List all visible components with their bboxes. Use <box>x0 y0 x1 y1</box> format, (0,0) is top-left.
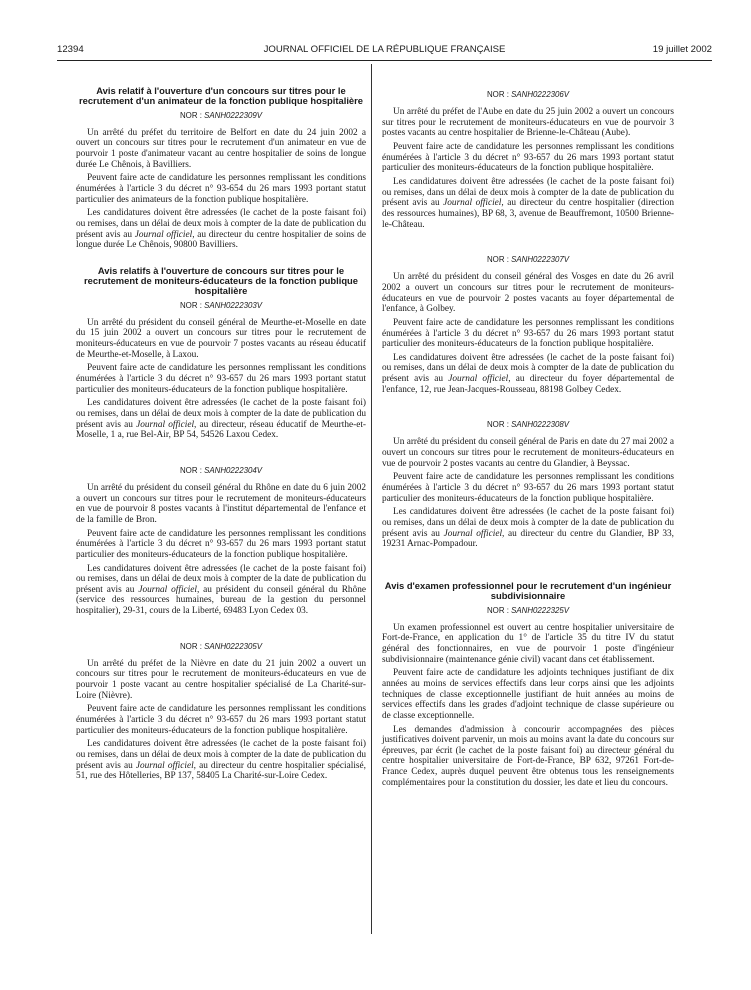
notice-paragraph: Les candidatures doivent être adressées (le cachet de la poste faisant foi) ou remises, dans un délai de deux mois à compter de la date de publication du présent avis au Journal officiel, au directeur du centre du Glandier, BP 33, 19231 Arnac-Pompadour. <box>382 507 675 550</box>
nor-label: NOR : <box>486 255 509 265</box>
notice-paragraph: Les candidatures doivent être adressées (le cachet de la poste faisant foi) ou remises, dans un délai de deux mois à compter de la date de publication du présent avis au Journal officiel, au président du conseil général du Rhône (service des ressources humaines, bureau de la gestion du personnel hospitalier), 29-31, cours de la Liberté, 69483 Lyon Cedex 03. <box>76 563 366 617</box>
header-rule <box>57 60 712 61</box>
notice-moniteurs-rhone <box>76 466 366 617</box>
notice-paragraph: Peuvent faire acte de candidature les personnes remplissant les conditions énumérées à l'article 3 du décret n° 93-657 du 26 mars 1993 portant statut particulier des moniteurs-éducateurs de la fonction publique hospitalière. <box>76 704 366 736</box>
notice-moniteurs-aube <box>382 90 674 230</box>
column-divider <box>371 64 372 934</box>
notice-title: Avis d'examen professionnel pour le recrutement d'un ingénieur subdivisionnaire <box>384 580 672 602</box>
journal-title: JOURNAL OFFICIEL DE LA RÉPUBLIQUE FRANÇAISE <box>263 44 506 55</box>
notice-paragraph: Un arrêté du préfet du territoire de Belfort en date du 24 juin 2002 a ouvert un concours sur titres pour le recrutement d'un animateur en vue de pourvoir 1 poste d'animateur vacant au centre hospitalier de soins de longue durée Le Chênois, à Bavilliers. <box>76 127 366 170</box>
notice-paragraph: Peuvent faire acte de candidature les personnes remplissant les conditions énumérées à l'article 3 du décret n° 93-657 du 26 mars 1993 portant statut particulier des moniteurs-éducateurs de la fonction publique hospitalière. <box>76 528 366 560</box>
notice-moniteurs-meurthe-et-moselle <box>76 266 366 441</box>
notice-paragraph: Un arrêté du président du conseil général des Vosges en date du 26 avril 2002 a ouvert un concours sur titres pour le recrutement de moniteurs-éducateurs en vue de pourvoir 2 postes vacants au foyer départemental de l'enfance, à Golbey. <box>382 272 674 315</box>
nor-reference <box>382 90 674 100</box>
notice-animateur <box>76 86 366 251</box>
notice-paragraph: Un arrêté du président du conseil général de Meurthe-et-Moselle en date du 15 juin 2002 a ouvert un concours sur titres pour le recrutement de moniteurs-éducateurs en vue de pourvoir 7 postes vacants au réseau éducatif de Meurthe-et-Moselle, à Laxou. <box>76 317 366 360</box>
notice-paragraph: Un arrêté du préfet de l'Aube en date du 25 juin 2002 a ouvert un concours sur titres pour le recrutement de moniteurs-éducateurs en vue de pourvoir 3 postes vacants au centre hospitalier de Brienne-le-Château (Aube). <box>382 107 674 139</box>
notice-paragraph: Peuvent faire acte de candidature les personnes remplissant les conditions énumérées à l'article 3 du décret n° 93-657 du 26 mars 1993 portant statut particulier des moniteurs-éducateurs de la fonction publique hospitalière. <box>76 363 366 395</box>
nor-code: SANH0222308V <box>511 420 570 430</box>
notice-paragraph: Un arrêté du président du conseil général du Rhône en date du 6 juin 2002 a ouvert un concours sur titres pour le recrutement de moniteurs-éducateurs en vue de pourvoir 8 postes vacants à l'institut départemental de l'enfance et de la famille de Bron. <box>76 482 366 525</box>
notice-paragraph: Un arrêté du président du conseil général de Paris en date du 27 mai 2002 a ouvert un concours sur titres pour le recrutement de moniteurs-éducateurs en vue de pourvoir 2 postes vacants au centre du Glandier, à Beyssac. <box>382 437 674 469</box>
issue-date: 19 juillet 2002 <box>652 44 712 55</box>
notice-paragraph: Les candidatures doivent être adressées (le cachet de la poste faisant foi) ou remises, dans un délai de deux mois à compter de la date de publication du présent avis au Journal officiel, au directeur, réseau éducatif de Meurthe-et-Moselle, 1 a, rue Bel-Air, BP 54, 54526 Laxou Cedex. <box>76 398 367 441</box>
nor-label: NOR : <box>179 465 202 475</box>
notice-paragraph: Peuvent faire acte de candidature les adjoints techniques justifiant de dix années au moins de services effectifs dans leur corps ainsi que les adjoints techniques de classe exceptionnelle justifiant de huit années au moins de services effectifs dans les grades d'adjoint technique de classe supérieure ou de classe exceptionnelle. <box>382 668 674 721</box>
notice-title: Avis relatif à l'ouverture d'un concours sur titres pour le recrutement d'un animateur de la fonction publique hospitalière <box>78 85 364 107</box>
left-column <box>76 86 366 785</box>
nor-reference <box>76 301 366 311</box>
notice-paragraph: Peuvent faire acte de candidature les personnes remplissant les conditions énumérées à l'article 3 du décret n° 93-657 du 26 mars 1993 portant statut particulier des moniteurs-éducateurs de la fonction publique hospitalière. <box>382 472 674 504</box>
nor-reference <box>76 111 366 121</box>
notice-moniteurs-nievre <box>76 642 366 782</box>
nor-label: NOR : <box>486 90 509 99</box>
notice-moniteurs-paris <box>382 420 674 550</box>
notice-paragraph: Les candidatures doivent être adressées (le cachet de la poste faisant foi) ou remises, dans un délai de deux mois à compter de la date de publication du présent avis au Journal officiel, au directeur du centre hospitalier spécialisé, 51, rue des Hôtelleries, BP 137, 58405 La Charité-sur-Loire Cedex. <box>76 739 366 782</box>
nor-code: SANH0222304V <box>204 465 263 475</box>
notice-paragraph: Un arrêté du préfet de la Nièvre en date du 21 juin 2002 a ouvert un concours sur titres pour le recrutement de moniteurs-éducateurs en vue de pourvoir 1 poste vacant au centre hospitalier spécialisé de La Charité-sur-Loire (Nièvre). <box>76 658 366 701</box>
nor-code: SANH0222303V <box>204 300 263 310</box>
nor-label: NOR : <box>179 641 202 651</box>
notice-paragraph: Peuvent faire acte de candidature les personnes remplissant les conditions énumérées à l'article 3 du décret n° 93-657 du 26 mars 1993 portant statut particulier des moniteurs-éducateurs de la fonction publique hospitalière. <box>382 141 674 174</box>
nor-code: SANH0222325V <box>511 605 570 615</box>
notice-title: Avis relatifs à l'ouverture de concours sur titres pour le recrutement de moniteurs-éducateurs de la fonction publique hospitalière <box>84 264 358 297</box>
nor-label: NOR : <box>486 420 509 430</box>
right-column <box>382 90 674 791</box>
notice-paragraph: Un examen professionnel est ouvert au centre hospitalier universitaire de Fort-de-France, en application du 1° de l'article 35 du titre IV du statut général des fonctionnaires, en vue de pourvoir 1 poste d'ingénieur subdivisionnaire (maintenance génie civil) vacant dans cet établissement. <box>382 622 674 665</box>
page-header <box>57 44 712 58</box>
nor-label: NOR : <box>179 110 202 120</box>
notice-paragraph: Les candidatures doivent être adressées (le cachet de la poste faisant foi) ou remises, dans un délai de deux mois à compter de la date de publication du présent avis au Journal officiel, au directeur du centre hospitalier (direction des ressources humaines), BP 68, 3, avenue de Beauffremont, 10500 Brienne-le-Château. <box>382 176 675 230</box>
notice-ingenieur-subdivisionnaire <box>382 581 674 788</box>
nor-reference <box>382 606 674 616</box>
notice-paragraph: Les candidatures doivent être adressées (le cachet de la poste faisant foi) ou remises, dans un délai de deux mois à compter de la date de publication du présent avis au Journal officiel, au directeur du foyer départemental de l'enfance, 12, rue Jean-Jacques-Rousseau, 88198 Golbey Cedex. <box>382 352 675 395</box>
notice-paragraph: Peuvent faire acte de candidature les personnes remplissant les conditions énumérées à l'article 3 du décret n° 93-654 du 26 mars 1993 portant statut particulier des animateurs de la fonction publique hospitalière. <box>76 173 366 205</box>
nor-code: SANH0222306V <box>511 90 570 99</box>
nor-label: NOR : <box>179 300 202 310</box>
nor-reference <box>382 420 674 430</box>
nor-reference <box>76 466 366 476</box>
notice-moniteurs-vosges <box>382 255 674 395</box>
nor-code: SANH0222305V <box>204 641 263 651</box>
nor-code: SANH0222309V <box>204 110 263 120</box>
page-number: 12394 <box>57 44 84 55</box>
notice-paragraph: Peuvent faire acte de candidature les personnes remplissant les conditions énumérées à l'article 3 du décret n° 93-657 du 26 mars 1993 portant statut particulier des moniteurs-éducateurs de la fonction publique hospitalière. <box>382 317 674 350</box>
notice-paragraph: Les candidatures doivent être adressées (le cachet de la poste faisant foi) ou remises, dans un délai de deux mois à compter de la date de publication du présent avis au Journal officiel, au directeur du centre hospitalier de soins de longue durée Le Chênois, 90800 Bavilliers. <box>76 208 367 251</box>
nor-reference <box>76 642 366 652</box>
nor-label: NOR : <box>486 605 509 615</box>
nor-reference <box>382 255 674 265</box>
notice-paragraph: Les demandes d'admission à concourir accompagnées des pièces justificatives doivent parvenir, un mois au moins avant la date du concours sur épreuves, par écrit (le cachet de la poste faisant foi) au directeur général du centre hospitalier universitaire de Fort-de-France, BP 632, 97261 Fort-de-France Cedex, auprès duquel peuvent être obtenus tous les renseignements complémentaires pour la constitution du dossier, les date et lieu du concours. <box>382 724 674 788</box>
nor-code: SANH0222307V <box>511 255 570 265</box>
